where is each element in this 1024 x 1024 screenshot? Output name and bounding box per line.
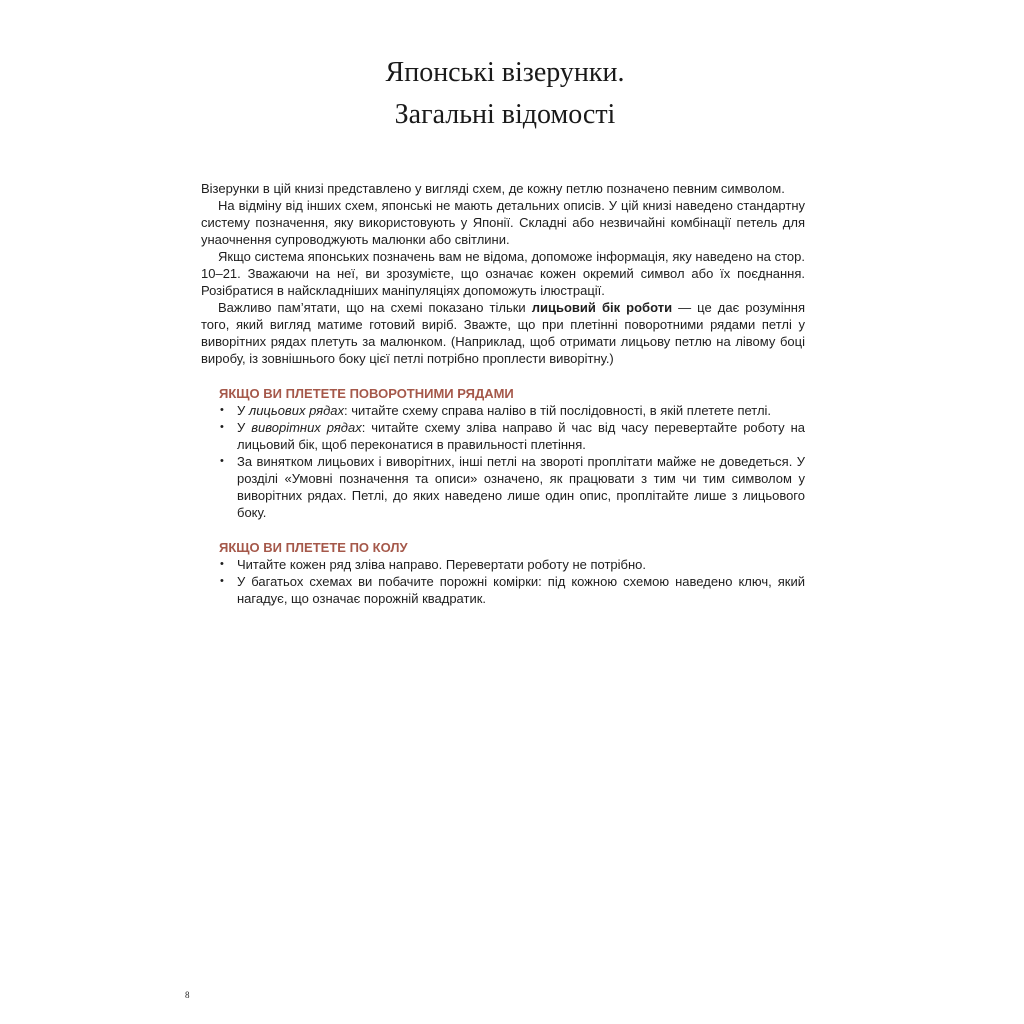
page-title-line-2: Загальні відомості <box>394 99 616 130</box>
rows-item-1-end: : читайте схему справа наліво в тій послідовності, в якій плетете петлі. <box>344 403 772 418</box>
bullet-icon: • <box>220 558 224 570</box>
intro-paragraph-1: Візерунки в цій книзі представлено у вигляді схем, де кожну петлю позначено певним символом. <box>201 181 785 196</box>
intro-paragraph-3: Якщо система японських позначень вам не відома, допоможе інформація, яку наведено на стор. 10–21. Зважаючи на неї, ви зрозумієте, що означає кожен окремий символ або їх поєднання. Розібратися в найскладніших маніпуляціях допоможуть ілюстрації. <box>201 249 805 298</box>
intro-paragraph-4-start: Важливо пам’ятати, що на схемі показано тільки <box>218 300 532 315</box>
bullet-icon: • <box>220 575 224 587</box>
section-in-the-round <box>219 539 805 607</box>
list-item <box>219 573 805 607</box>
page-number: 8 <box>185 990 190 1000</box>
bullet-icon: • <box>220 455 224 467</box>
list-item <box>219 556 805 573</box>
body-text <box>201 180 805 607</box>
round-bullet-list <box>219 556 805 607</box>
round-item-1: Читайте кожен ряд зліва направо. Перевертати роботу не потрібно. <box>237 557 646 572</box>
bullet-icon: • <box>220 421 224 433</box>
list-item <box>219 453 805 521</box>
rows-item-3: За винятком лицьових і виворітних, інші петлі на звороті проплітати майже не доведеться. У розділі «Умовні позначення та описи» означено, як працювати з тим чи тим символом у виворітних рядах. Петлі, до яких наведено лише один опис, проплітайте лише з лицьового боку. <box>237 454 805 520</box>
bullet-icon: • <box>220 404 224 416</box>
rows-bullet-list <box>219 402 805 521</box>
page-title <box>0 52 1010 136</box>
emphasis-face-side: лицьовий бік роботи <box>531 300 673 315</box>
intro-paragraph-2: На відміну від інших схем, японські не мають детальних описів. У цій книзі наведено стандартну систему позначення, яку використовують у Японії. Складні або незвичайні комбінації петель для унаочнення супроводжують малюнки або світлини. <box>201 198 805 247</box>
rows-item-2-end: : читайте схему зліва направо й час від часу перевертайте роботу на лицьовий бік, щоб переконатися в правильності плетіння. <box>237 420 805 452</box>
intro-paragraph-4-end: — це дає розуміння того, який вигляд матиме готовий виріб. Зважте, що при плетінні поворотними рядами петлі у виворітних рядах плетуть за малюнком. (Наприклад, щоб отримати лицьову петлю на лівому боці виробу, із зовнішнього боку цієї петлі потрібно проплести виворітну.) <box>201 300 805 366</box>
rows-item-2-start: У <box>237 420 252 435</box>
page-title-line-1: Японські візерунки. <box>385 57 625 88</box>
intro-paragraph-4 <box>201 299 805 367</box>
list-item <box>219 402 805 419</box>
rows-item-1-start: У <box>237 403 249 418</box>
rows-item-1-emphasis: лицьових рядах <box>248 403 345 418</box>
list-item <box>219 419 805 453</box>
section-heading-round: ЯКЩО ВИ ПЛЕТЕТЕ ПО КОЛУ <box>219 540 408 555</box>
section-heading-rows: ЯКЩО ВИ ПЛЕТЕТЕ ПОВОРОТНИМИ РЯДАМИ <box>219 386 514 401</box>
round-item-2: У багатьох схемах ви побачите порожні комірки: під кожною схемою наведено ключ, який нагадує, що означає порожній квадратик. <box>237 574 805 606</box>
section-back-and-forth-rows <box>219 385 805 521</box>
rows-item-2-emphasis: виворітних рядах <box>251 420 362 435</box>
